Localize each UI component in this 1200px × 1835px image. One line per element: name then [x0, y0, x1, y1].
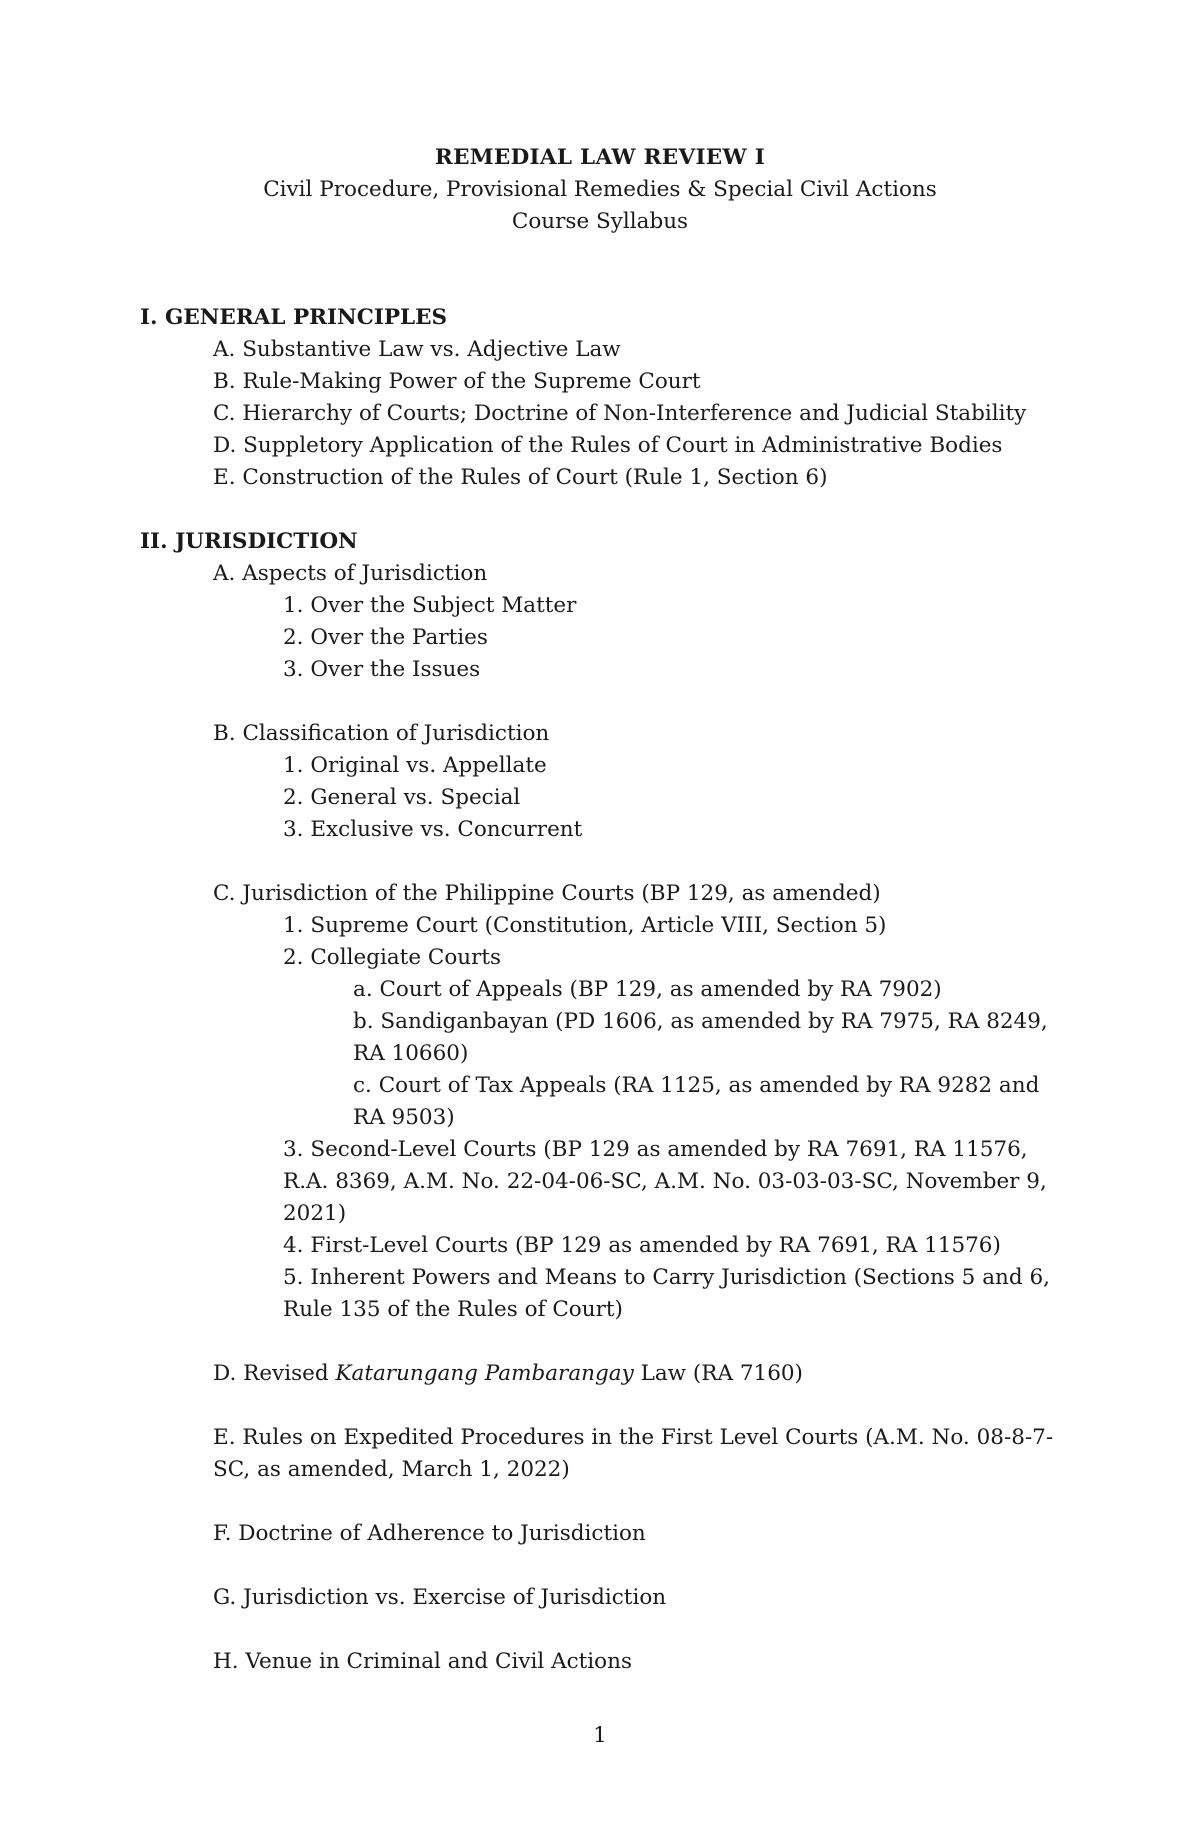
- list-item: b. Sandiganbayan (PD 1606, as amended by RA 7975, RA 8249, RA 10660): [353, 1009, 1048, 1066]
- list-item: 2. Over the Parties: [283, 625, 488, 650]
- subsection-philippine-courts: C. Jurisdiction of the Philippine Courts (BP 129, as amended): [213, 881, 881, 906]
- list-item: 3. Second-Level Courts (BP 129 as amended by RA 7691, RA 11576, R.A. 8369, A.M. No. 22-04-06-SC, A.M. No. 03-03-03-SC, November 9, 2021): [283, 1137, 1047, 1226]
- section-title: II. JURISDICTION: [140, 529, 358, 554]
- section-general-principles: [140, 302, 1070, 494]
- list-item: B. Rule-Making Power of the Supreme Court: [213, 369, 701, 394]
- list-item: 3. Over the Issues: [283, 657, 481, 682]
- document-title: REMEDIAL LAW REVIEW I: [434, 145, 766, 170]
- text-suffix: Law (RA 7160): [633, 1361, 803, 1386]
- list-item: A. Substantive Law vs. Adjective Law: [213, 337, 621, 362]
- document-subtitle: Civil Procedure, Provisional Remedies & Special Civil Actions: [263, 177, 937, 202]
- subsection-venue: H. Venue in Criminal and Civil Actions: [213, 1649, 632, 1674]
- subsection-aspects: A. Aspects of Jurisdiction: [213, 561, 488, 586]
- text-prefix: D. Revised: [213, 1361, 336, 1386]
- list-item: 3. Exclusive vs. Concurrent: [283, 817, 583, 842]
- subsection-exercise: G. Jurisdiction vs. Exercise of Jurisdiction: [213, 1585, 667, 1610]
- list-item: E. Construction of the Rules of Court (Rule 1, Section 6): [213, 465, 828, 490]
- list-item: D. Suppletory Application of the Rules of Court in Administrative Bodies: [213, 433, 1003, 458]
- list-item: 2. General vs. Special: [283, 785, 521, 810]
- list-item: 1. Supreme Court (Constitution, Article VIII, Section 5): [283, 913, 887, 938]
- subsection-adherence: F. Doctrine of Adherence to Jurisdiction: [213, 1521, 646, 1546]
- page-number: 1: [593, 1723, 607, 1748]
- list-item: a. Court of Appeals (BP 129, as amended by RA 7902): [353, 977, 942, 1002]
- subsection-classification: B. Classification of Jurisdiction: [213, 721, 550, 746]
- document-subtitle-2: Course Syllabus: [511, 209, 689, 234]
- list-item: 2. Collegiate Courts: [283, 945, 502, 970]
- list-item: 1. Original vs. Appellate: [283, 753, 547, 778]
- list-item: 1. Over the Subject Matter: [283, 593, 577, 618]
- list-item: 4. First-Level Courts (BP 129 as amended by RA 7691, RA 11576): [283, 1233, 1001, 1258]
- list-item: c. Court of Tax Appeals (RA 1125, as amended by RA 9282 and RA 9503): [353, 1073, 1040, 1130]
- section-title: I. GENERAL PRINCIPLES: [140, 305, 448, 330]
- document-header: [0, 142, 1200, 238]
- subsection-katarungang-pambarangay: [140, 1358, 1070, 1390]
- section-jurisdiction: [140, 526, 1070, 1678]
- subsection-expedited-procedures: E. Rules on Expedited Procedures in the First Level Courts (A.M. No. 08-8-7-SC, as amended, March 1, 2022): [213, 1425, 1054, 1482]
- text-italic: Katarungang Pambarangay: [335, 1361, 634, 1386]
- list-item: 5. Inherent Powers and Means to Carry Jurisdiction (Sections 5 and 6, Rule 135 of the Rules of Court): [283, 1265, 1050, 1322]
- list-item: C. Hierarchy of Courts; Doctrine of Non-Interference and Judicial Stability: [213, 401, 1027, 426]
